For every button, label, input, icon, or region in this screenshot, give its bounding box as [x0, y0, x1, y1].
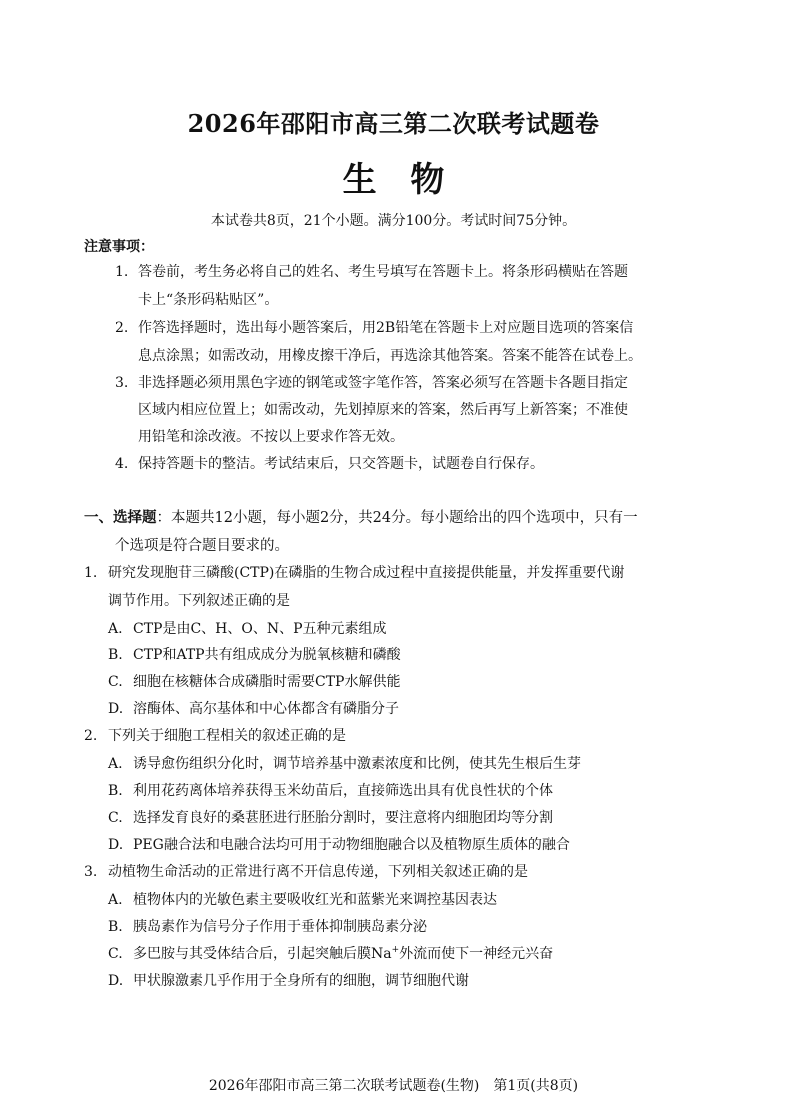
- option-text: CTP和ATP共有组成成分为脱氧核糖和磷酸: [133, 647, 401, 663]
- question-number: 1.: [84, 565, 98, 581]
- option-text: 胰岛素作为信号分子作用于垂体抑制胰岛素分泌: [133, 919, 427, 935]
- notice-item-line: 区域内相应位置上；如需改动，先划掉原来的答案，然后再写上新答案；不准使: [138, 402, 628, 418]
- question-number: 3.: [84, 864, 98, 880]
- exam-title: 2026年邵阳市高三第二次联考试题卷: [187, 109, 600, 138]
- option-label: D.: [108, 837, 124, 853]
- option-label: A.: [108, 621, 123, 637]
- question-number: 2.: [84, 728, 98, 744]
- option-text: 溶酶体、高尔基体和中心体都含有磷脂分子: [133, 701, 399, 717]
- question-stem: 调节作用。下列叙述正确的是: [108, 593, 290, 609]
- question-stem: 研究发现胞苷三磷酸(CTP)在磷脂的生物合成过程中直接提供能量，并发挥重要代谢: [108, 565, 625, 581]
- question-stem: 下列关于细胞工程相关的叙述正确的是: [108, 728, 346, 744]
- notice-item-line: 息点涂黑；如需改动，用橡皮擦干净后，再选涂其他答案。答案不能答在试卷上。: [138, 348, 642, 364]
- option-label: B.: [108, 647, 123, 663]
- subject-title: 生 物: [342, 160, 445, 200]
- option-text: PEG融合法和电融合法均可用于动物细胞融合以及植物原生质体的融合: [133, 837, 570, 853]
- option-text-part: 多巴胺与其受体结合后，引起突触后膜Na: [133, 946, 392, 962]
- notice-item-line: 答卷前，考生务必将自己的姓名、考生号填写在答题卡上。将条形码横贴在答题: [138, 264, 628, 280]
- section-heading: [84, 508, 638, 528]
- page-footer: 2026年邵阳市高三第二次联考试题卷(生物) 第1页(共8页): [208, 1078, 579, 1094]
- notice-item-number: 3.: [115, 375, 129, 391]
- notice-item-line: 卡上“条形码粘贴区”。: [138, 292, 279, 308]
- notice-item-line: 保持答题卡的整洁。考试结束后，只交答题卡，试题卷自行保存。: [138, 456, 544, 472]
- option-text: 细胞在核糖体合成磷脂时需要CTP水解供能: [133, 674, 401, 690]
- section-label: 一、选择题: [84, 509, 157, 526]
- option-text-part: 外流而使下一神经元兴奋: [399, 946, 554, 962]
- section-description-continued: 个选项是符合题目要求的。: [115, 538, 289, 554]
- notice-item-line: 用铅笔和涂改液。不按以上要求作答无效。: [138, 429, 404, 445]
- option-text: 甲状腺激素几乎作用于全身所有的细胞，调节细胞代谢: [133, 973, 469, 989]
- option-label: A.: [108, 892, 123, 908]
- option-label: C.: [108, 946, 123, 962]
- option-text: 植物体内的光敏色素主要吸收红光和蓝紫光来调控基因表达: [133, 892, 497, 908]
- superscript-charge: +: [391, 945, 400, 955]
- option-label: A.: [108, 756, 123, 772]
- section-description: ：本题共12小题，每小题2分，共24分。每小题给出的四个选项中，只有一: [156, 510, 638, 526]
- option-label: B.: [108, 919, 123, 935]
- notice-item-line: 非选择题必须用黑色字迹的钢笔或签字笔作答，答案必须写在答题卡各题目指定: [138, 375, 628, 391]
- notice-heading: 注意事项：: [84, 239, 154, 255]
- option-text: 选择发育良好的桑葚胚进行胚胎分割时，要注意将内细胞团均等分割: [133, 810, 553, 826]
- option-label: C.: [108, 810, 123, 826]
- option-text: CTP是由C、H、O、N、P五种元素组成: [133, 621, 387, 637]
- option-label: D.: [108, 701, 124, 717]
- notice-item-number: 1.: [115, 264, 129, 280]
- exam-info: 本试卷共8页，21个小题。满分100分。考试时间75分钟。: [210, 213, 577, 229]
- question-stem: 动植物生命活动的正常进行离不开信息传递，下列相关叙述正确的是: [108, 864, 528, 880]
- option-label: B.: [108, 783, 123, 799]
- notice-item-number: 2.: [115, 320, 129, 336]
- option-label: C.: [108, 674, 123, 690]
- option-text: 利用花药离体培养获得玉米幼苗后，直接筛选出具有优良性状的个体: [133, 783, 553, 799]
- notice-item-line: 作答选择题时，选出每小题答案后，用2B铅笔在答题卡上对应题目选项的答案信: [138, 320, 634, 336]
- option-label: D.: [108, 973, 124, 989]
- option-text: 诱导愈伤组织分化时，调节培养基中激素浓度和比例，使其先生根后生芽: [133, 756, 581, 772]
- option-text: [133, 944, 553, 964]
- notice-item-number: 4.: [115, 456, 129, 472]
